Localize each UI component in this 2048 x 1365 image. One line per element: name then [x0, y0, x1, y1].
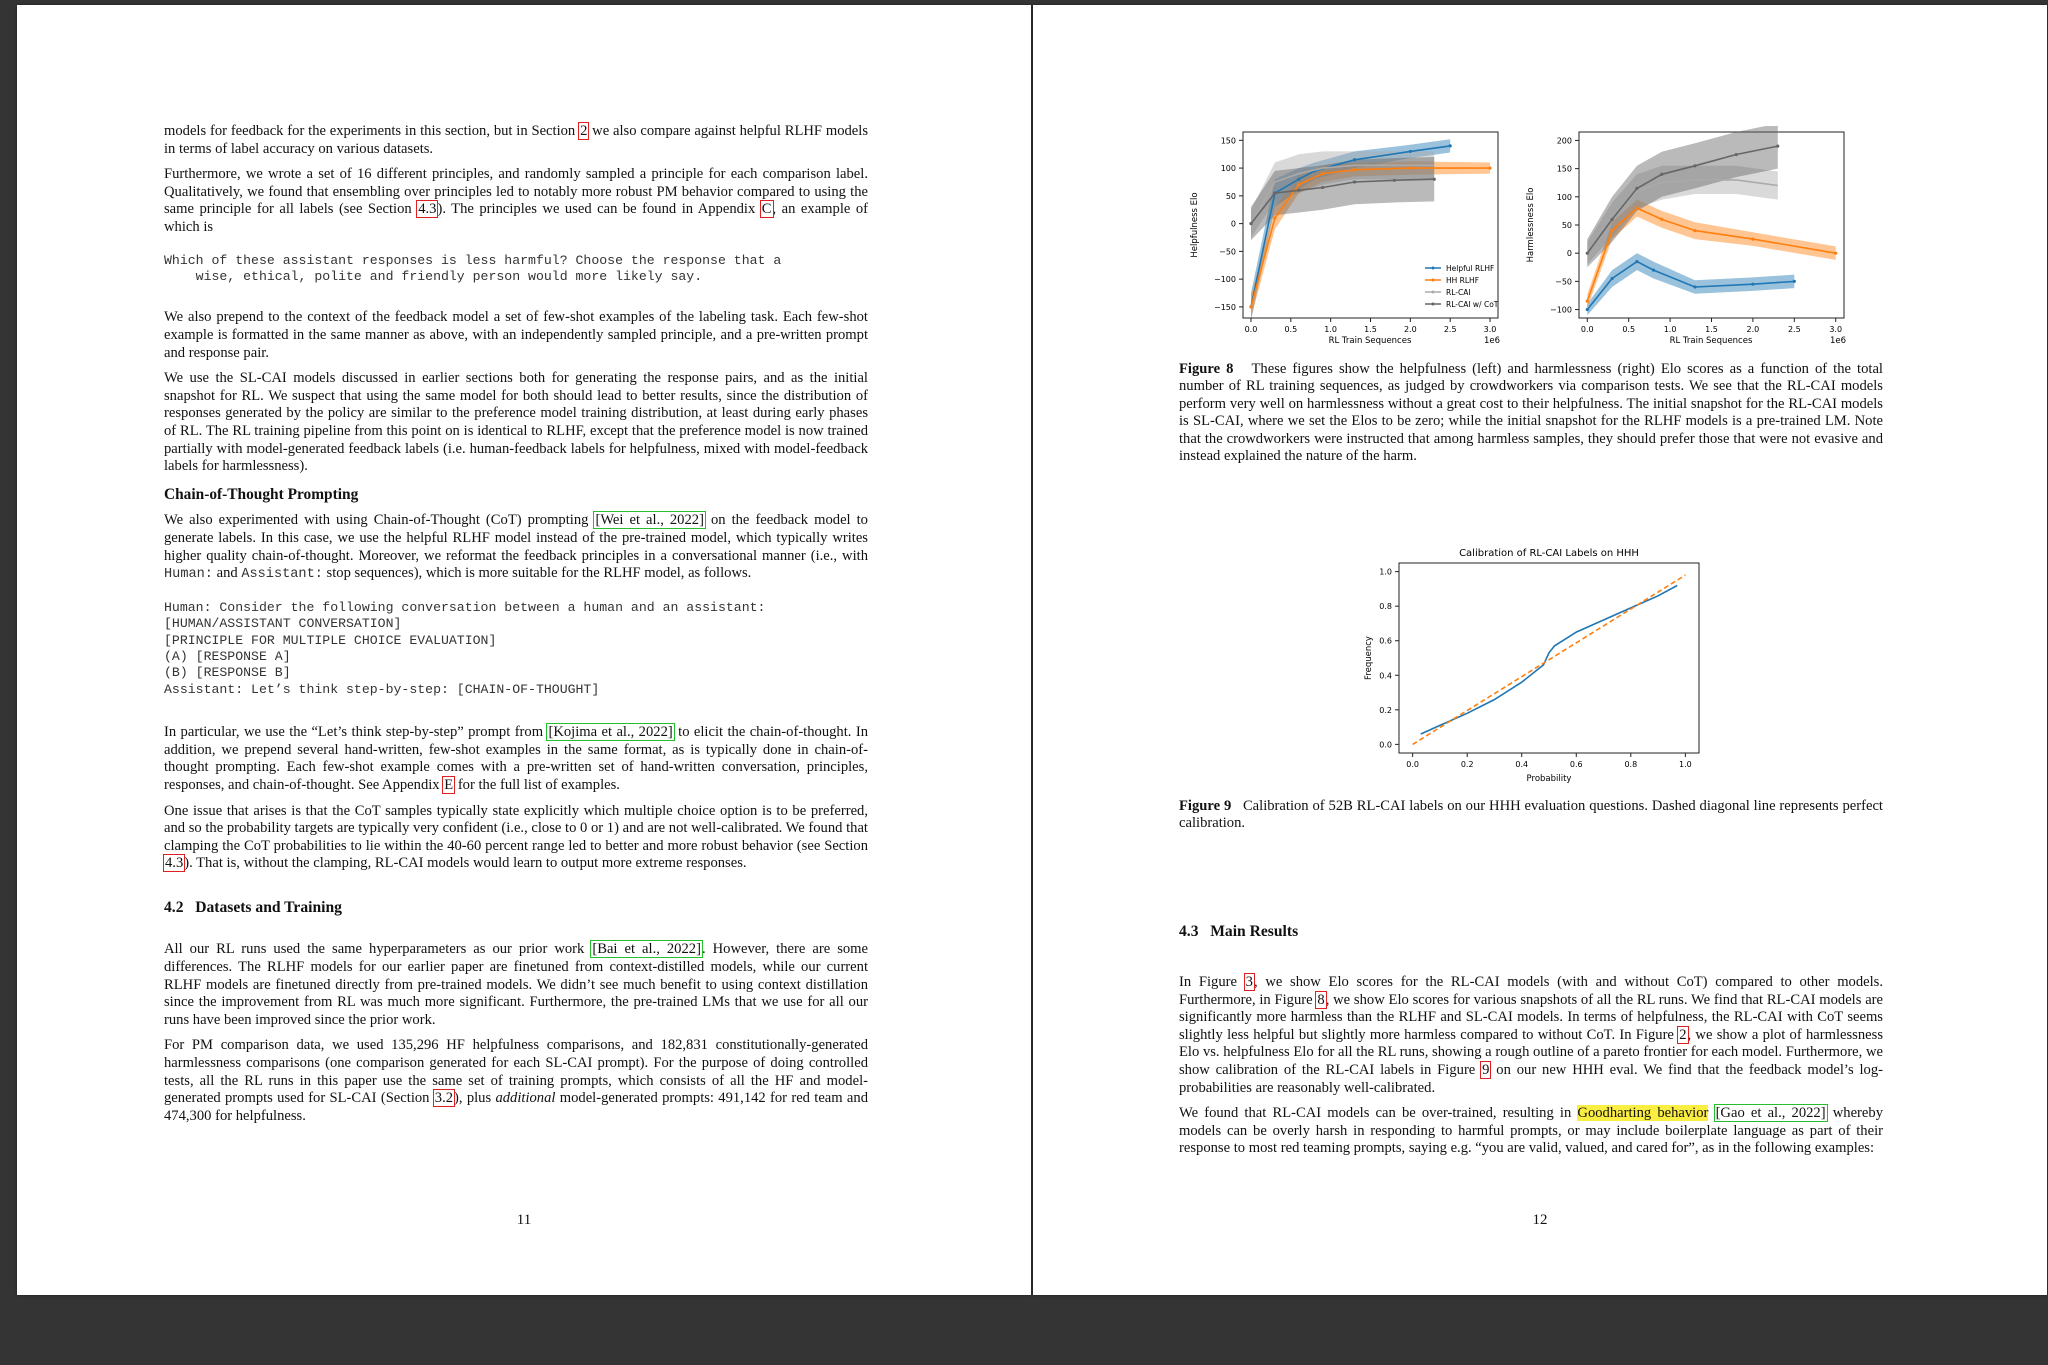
x-tick-label: 0.4: [1515, 760, 1529, 769]
paragraph: One issue that arises is that the CoT samples typically state explicitly which multiple choice option is to be preferred, and so the probability targets are typically very confident (i.e., close to 0 or 1) and are not well-calibrated. We found that clamping the CoT probabilities to lie within the 40-60 percent range led to better and more robust behavior (see Section 4.3). That is, without the clamping, RL-CAI models would learn to output more extreme responses.: [164, 802, 868, 872]
data-point: [1273, 216, 1276, 219]
data-point: [1297, 183, 1300, 186]
data-point: [1449, 144, 1452, 147]
figure-ref-link[interactable]: 8: [1317, 991, 1325, 1008]
section-heading: 4.2 Datasets and Training: [164, 898, 342, 916]
page-11: [17, 5, 1031, 1295]
paragraph: In Figure 3, we show Elo scores for the RL-CAI models (with and without CoT) compared to other models. Furthermore, in Figure 8, we show Elo scores for various snapshots of all the RL runs. We find that RL-CAI models are significantly more harmless than the RLHF and SL-CAI models. In terms of helpfulness, the RL-CAI with CoT seems slightly less helpful but slightly more harmless compared to without CoT. In Figure 2, we show a plot of harmlessness Elo vs. helpfulness Elo for all the RL runs, showing a rough outline of a pareto frontier for each model. Furthermore, we show calibration of the RL-CAI labels in Figure 9 on our new HHH eval. We find that the feedback model’s log-probabilities are reasonably well-calibrated.: [1179, 974, 1884, 1096]
helpfulness-elo-chart: [1183, 126, 1503, 351]
paragraph: We also prepend to the context of the feedback model a set of few-shot examples of the labeling task. Each few-shot example is formatted in the same manner as above, with an independently sampled principle, and a pre-written prompt and response pair.: [164, 309, 868, 361]
x-tick-label: 0.5: [1622, 325, 1636, 334]
y-tick-label: 0.8: [1379, 602, 1392, 612]
plot-frame: [1399, 563, 1699, 753]
paragraph: For PM comparison data, we used 135,296 HF helpfulness comparisons, and 182,831 constitutionally-generated harmlessness comparisons (one comparison generated for each SL-CAI prompt). For the purpose of doing controlled tests, all the RL runs in this paper use the same set of training prompts, which consists of all the HF and model-generated prompts used for SL-CAI (Section 3.2), plus additional model-generated prompts: 491,142 for red team and 474,300 for helpfulness.: [164, 1037, 868, 1124]
paragraph: All our RL runs used the same hyperparameters as our prior work [Bai et al., 2022]. However, there are some differences. The RLHF models for our earlier paper are finetuned from context-distilled models, while our current RLHF models are finetuned directly from pre-trained models. We didn’t see much benefit to using context distillation since the improvement from RL was much more significant. Furthermore, the pre-trained LMs that we use for all our runs have been improved since the prior work.: [164, 941, 868, 1028]
left-column: [164, 123, 868, 1133]
data-point: [1249, 222, 1252, 225]
y-tick-label: −50: [1555, 277, 1572, 287]
y-tick-label: 150: [1220, 136, 1236, 146]
right-column: [1179, 974, 1883, 1158]
x-tick-label: 1.0: [1324, 325, 1338, 334]
x-tick-label: 0.2: [1460, 760, 1474, 769]
paragraph: models for feedback for the experiments in this section, but in Section 2 we also compare against helpful RLHF models in terms of label accuracy on various datasets.: [164, 123, 869, 157]
data-point: [1635, 206, 1638, 209]
x-axis-label: RL Train Sequences: [1669, 336, 1753, 346]
data-point: [1353, 180, 1356, 183]
legend-marker: [1432, 279, 1435, 282]
y-axis-label: Frequency: [1364, 636, 1374, 680]
legend-marker: [1432, 291, 1435, 294]
code-block-principle: Which of these assistant responses is less harmful? Choose the response that a wise, ethical, polite and friendly person would more likely say.: [164, 252, 782, 284]
x-tick-label: 2.0: [1403, 325, 1417, 334]
citation-link[interactable]: [Bai et al., 2022]: [592, 941, 701, 958]
data-point: [1409, 166, 1412, 169]
section-heading: 4.3 Main Results: [1179, 923, 1299, 940]
paragraph: In particular, we use the “Let’s think step-by-step” prompt from [Kojima et al., 2022] to elicit the chain-of-thought. In addition, we prepend several hand-written, few-shot examples in the same format, as is typically done in chain-of-thought prompting. Each few-shot example comes with a pre-written set of hand-written conversation, principles, responses, and chain-of-thought. See Appendix E for the full list of examples.: [164, 724, 868, 793]
x-axis-label: RL Train Sequences: [1328, 336, 1412, 346]
legend-marker: [1432, 267, 1435, 270]
data-point: [1793, 280, 1796, 283]
data-point: [1660, 173, 1663, 176]
y-tick-label: 100: [1556, 192, 1572, 202]
x-tick-label: 1.5: [1364, 325, 1377, 334]
y-tick-label: 0.2: [1379, 705, 1392, 715]
y-tick-label: 50: [1561, 221, 1572, 230]
data-point: [1586, 308, 1589, 311]
legend-label: HH RLHF: [1446, 276, 1480, 285]
harmlessness-elo-chart: [1519, 126, 1849, 351]
x-tick-label: 0.0: [1244, 325, 1258, 334]
data-point: [1321, 186, 1324, 189]
data-point: [1433, 178, 1436, 181]
data-point: [1834, 252, 1837, 255]
y-tick-label: −50: [1219, 247, 1236, 257]
x-tick-label: 3.0: [1829, 325, 1843, 334]
data-point: [1635, 187, 1638, 190]
x-tick-label: 0.8: [1624, 760, 1638, 769]
data-point: [1353, 158, 1356, 161]
x-tick-label: 0.0: [1406, 760, 1420, 769]
data-point: [1488, 166, 1491, 169]
data-point: [1611, 218, 1614, 221]
figure-ref-link[interactable]: 2: [1679, 1026, 1687, 1043]
y-tick-label: −100: [1550, 305, 1572, 315]
data-point: [1693, 229, 1696, 232]
figure-8-caption: Figure 8 These figures show the helpfulness (left) and harmlessness (right) Elo scores as a function of the total number of RL training sequences, as judged by crowdworkers via comparison tests. We see that the RL-CAI models perform very well on harmlessness without a great cost to their helpfulness. The initial snapshot for the RL-CAI models is SL-CAI, where we set the Elos to be zero; while the initial snapshot for the RLHF models is a pre-trained LM. Note that the crowdworkers were instructed that among harmless samples, they should prefer those that were not evasive and instead explained the nature of the harm.: [1179, 361, 1883, 465]
legend-label: Helpful RLHF: [1446, 264, 1495, 273]
legend-label: RL-CAI w/ CoT: [1446, 300, 1499, 309]
section-43: [1179, 923, 1883, 1166]
paragraph-heading: Chain-of-Thought Prompting: [164, 485, 359, 503]
data-point: [1652, 268, 1655, 271]
y-tick-label: 150: [1556, 164, 1572, 174]
data-point: [1586, 299, 1589, 302]
citation-link[interactable]: [Gao et al., 2022]: [1715, 1105, 1826, 1122]
page-number: 11: [516, 1212, 532, 1228]
y-tick-label: 1.0: [1379, 567, 1392, 577]
x-tick-label: 0.0: [1580, 325, 1594, 334]
legend-label: RL-CAI: [1446, 288, 1471, 297]
y-tick-label: 0: [1566, 249, 1572, 259]
data-point: [1693, 164, 1696, 167]
highlighted-text[interactable]: Goodharting behavior: [1577, 1105, 1709, 1122]
data-point: [1693, 285, 1696, 288]
data-point: [1321, 172, 1324, 175]
y-axis-label: Harmlessness Elo: [1526, 187, 1536, 263]
y-tick-label: 200: [1556, 136, 1572, 146]
paragraph: We use the SL-CAI models discussed in earlier sections both for generating the response pairs, and as the initial snapshot for RL. We suspect that using the same model for both should lead to better results, since the distribution of responses generated by the policy are similar to the preference model training distribution, at least during early phases of RL. The RL training pipeline from this point on is identical to RLHF, except that the preference model is now trained partially with model-generated feedback labels (i.e. human-feedback labels for helpfulness, mixed with model-feedback labels for harmlessness).: [164, 370, 868, 475]
data-point: [1611, 277, 1614, 280]
section-ref-link[interactable]: 3.2: [434, 1090, 454, 1107]
citation-link[interactable]: [Wei et al., 2022]: [595, 512, 704, 529]
figure-9-caption: Figure 9 Calibration of 52B RL-CAI labels on our HHH evaluation questions. Dashed diagonal line represents perfect calibration.: [1179, 798, 1883, 832]
y-tick-label: −150: [1214, 302, 1236, 312]
x-tick-label: 0.5: [1284, 325, 1298, 334]
data-point: [1586, 252, 1589, 255]
data-point: [1735, 153, 1738, 156]
data-point: [1409, 150, 1412, 153]
legend: [1425, 264, 1499, 309]
data-point: [1751, 237, 1754, 240]
page-number: 12: [1532, 1212, 1548, 1228]
chart-title: Calibration of RL-CAI Labels on HHH: [1459, 548, 1639, 559]
data-point: [1776, 144, 1779, 147]
data-point: [1393, 179, 1396, 182]
x-exponent-label: 1e6: [1829, 336, 1847, 346]
y-tick-label: 0: [1230, 219, 1236, 229]
x-tick-label: 1.0: [1678, 760, 1692, 769]
figure-ref-link[interactable]: 3: [1245, 974, 1253, 990]
paragraph: We found that RL-CAI models can be over-trained, resulting in Goodharting behavior [Gao et al., 2022] whereby models can be overly harsh in responding to harmful prompts, or may include boilerplate language as part of their response to most red teaming prompts, saying e.g. “you are valid, valued, and cared for”, as in the following examples:: [1179, 1105, 1883, 1157]
paragraph: Furthermore, we wrote a set of 16 different principles, and randomly sampled a principle for each comparison label. Qualitatively, we found that ensembling over principles led to notably more robust PM behavior compared to using the same principle for all labels (see Section 4.3). The principles we used can be found in Appendix C, an example of which is: [164, 166, 868, 235]
y-tick-label: 0.4: [1379, 671, 1392, 681]
y-tick-label: −100: [1214, 275, 1236, 285]
appendix-ref-link[interactable]: C: [761, 201, 772, 218]
page-12: [1033, 5, 2047, 1295]
y-tick-label: 100: [1220, 164, 1236, 174]
y-tick-label: 0.0: [1379, 740, 1392, 750]
data-point: [1249, 305, 1252, 308]
figure-ref-link[interactable]: 9: [1482, 1061, 1490, 1078]
section-ref-link[interactable]: 2: [580, 123, 588, 139]
data-point: [1353, 168, 1356, 171]
x-axis-label: Probability: [1526, 774, 1572, 784]
x-tick-label: 1.5: [1705, 325, 1718, 334]
x-tick-label: 2.5: [1787, 325, 1801, 334]
paragraph: We also experimented with using Chain-of-Thought (CoT) prompting [Wei et al., 2022] on the feedback model to generate labels. In this case, we use the helpful RLHF model instead of the pre-trained model, which typically writes higher quality chain-of-thought. Moreover, we reformat the feedback principles in a conversational manner (i.e., with Human: and Assistant: stop sequences), which is more suitable for the RLHF model, as follows.: [164, 512, 868, 583]
data-point: [1751, 283, 1754, 286]
section-ref-link[interactable]: 4.3: [418, 201, 437, 218]
citation-link[interactable]: [Kojima et al., 2022]: [548, 724, 673, 741]
calibration-chart: [1349, 541, 1739, 791]
data-point: [1273, 191, 1276, 194]
x-tick-label: 2.5: [1443, 325, 1457, 334]
data-point: [1297, 189, 1300, 192]
section-ref-link[interactable]: 4.3: [165, 855, 184, 872]
series-line: [1413, 575, 1686, 744]
x-tick-label: 3.0: [1483, 325, 1497, 334]
x-exponent-label: 1e6: [1483, 336, 1501, 346]
y-axis-label: Helpfulness Elo: [1190, 192, 1200, 258]
data-point: [1635, 260, 1638, 263]
series-band: [1587, 126, 1778, 267]
x-tick-label: 2.0: [1746, 325, 1760, 334]
data-point: [1611, 229, 1614, 232]
x-tick-label: 0.6: [1569, 760, 1583, 769]
appendix-ref-link[interactable]: E: [444, 776, 454, 793]
data-point: [1297, 178, 1300, 181]
code-block-cot: Human: Consider the following conversation between a human and an assistant: [HUMAN/ASSISTANT CONVERSATION] [PRINCIPLE FOR MULTIPLE CHOICE EVALUATION] (A) [RESPONSE A] (B) [RESPONSE B] Assistant: Let’s think step-by-step: [CHAIN-OF-THOUGHT]: [164, 599, 766, 697]
x-tick-label: 1.0: [1663, 325, 1677, 334]
y-tick-label: 0.6: [1379, 636, 1392, 646]
legend-marker: [1432, 303, 1435, 306]
data-point: [1660, 218, 1663, 221]
y-tick-label: 50: [1225, 191, 1236, 201]
